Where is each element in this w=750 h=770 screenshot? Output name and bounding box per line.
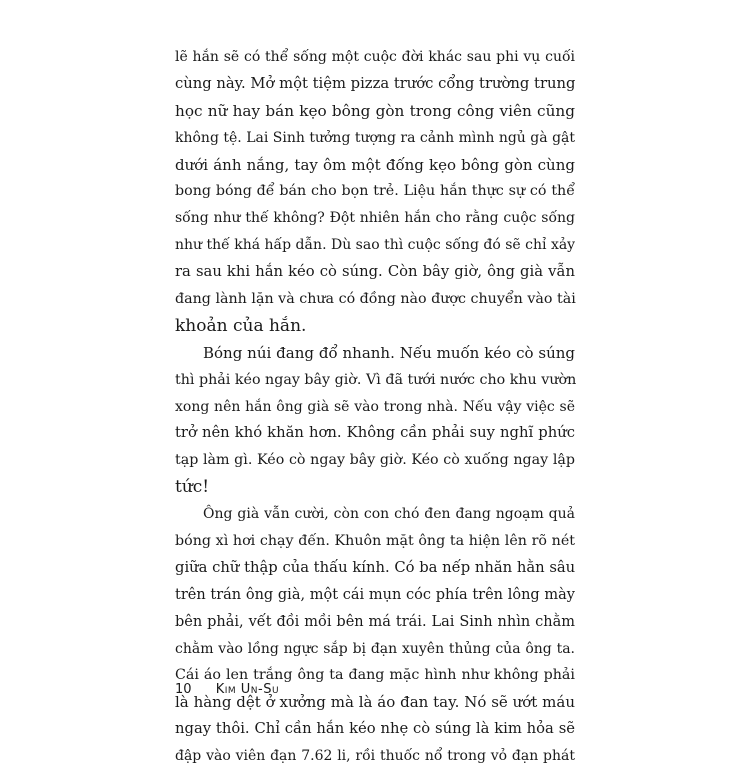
text-line: tức! [175, 477, 210, 498]
text-line: khoản của hắn. [175, 315, 307, 336]
text-line: chằm vào lồng ngực sắp bị đạn xuyên thủng của ông ta. [175, 640, 575, 657]
text-line: ra sau khi hắn kéo cò súng. Còn bây giờ, ông già vẫn [175, 263, 575, 281]
text-line: xong nên hắn ông già sẽ vào trong nhà. Nếu vậy việc sẽ [175, 398, 575, 415]
text-line: sống như thế không? Đột nhiên hắn cho rằng cuộc sống [175, 210, 575, 227]
text-line: Ông già vẫn cười, còn con chó đen đang ngoạm quả [203, 506, 575, 523]
text-line: Bóng núi đang đổ nhanh. Nếu muốn kéo cò súng [203, 343, 575, 362]
page-footer [175, 680, 279, 700]
text-line: đập vào viên đạn 7.62 li, rồi thuốc nổ trong vỏ đạn phát [175, 748, 575, 765]
text-line: Cái áo len trắng ông ta đang mặc hình như không phải [175, 667, 575, 684]
text-line: bóng xì hơi chạy đến. Khuôn mặt ông ta hiện lên rõ nét [175, 533, 575, 550]
page-number: 10 [175, 682, 192, 697]
text-line: thì phải kéo ngay bây giờ. Vì đã tưới nước cho khu vườn [175, 371, 577, 388]
text-line: giữa chữ thập của thấu kính. Có ba nếp nhăn hằn sâu [175, 558, 576, 576]
text-line: tạp làm gì. Kéo cò ngay bây giờ. Kéo cò xuống ngay lập [175, 452, 575, 469]
body-text [175, 44, 575, 770]
text-line: cùng này. Mở một tiệm pizza trước cổng trường trung [175, 74, 576, 92]
text-line: không tệ. Lai Sinh tưởng tượng ra cảnh mình ngủ gà gật [175, 129, 575, 146]
running-author: Kim Un-Su [215, 682, 280, 697]
text-line: bên phải, vết đồi mồi bên má trái. Lai Sinh nhìn chằm [175, 613, 575, 630]
text-line: là hàng dệt ở xưởng mà là áo đan tay. Nó sẽ ướt máu [175, 693, 575, 712]
text-line: học nữ hay bán kẹo bông gòn trong công viên cũng [175, 101, 575, 120]
text-line: ngay thôi. Chỉ cần hắn kéo nhẹ cò súng là kim hỏa sẽ [175, 720, 575, 738]
text-line: bong bóng để bán cho bọn trẻ. Liệu hắn thực sự có thể [175, 183, 575, 200]
text-line: dưới ánh nắng, tay ôm một đống kẹo bông gòn cùng [175, 155, 575, 174]
text-line: trên trán ông già, một cái mụn cóc phía trên lông mày [175, 586, 575, 603]
text-line: như thế khá hấp dẫn. Dù sao thì cuộc sống đó sẽ chỉ xảy [175, 237, 576, 254]
text-line: đang lành lặn và chưa có đồng nào được chuyển vào tài [175, 291, 576, 308]
text-line: lẽ hắn sẽ có thể sống một cuộc đời khác sau phi vụ cuối [175, 49, 575, 65]
text-line: trở nên khó khăn hơn. Không cần phải suy nghĩ phức [175, 424, 575, 442]
